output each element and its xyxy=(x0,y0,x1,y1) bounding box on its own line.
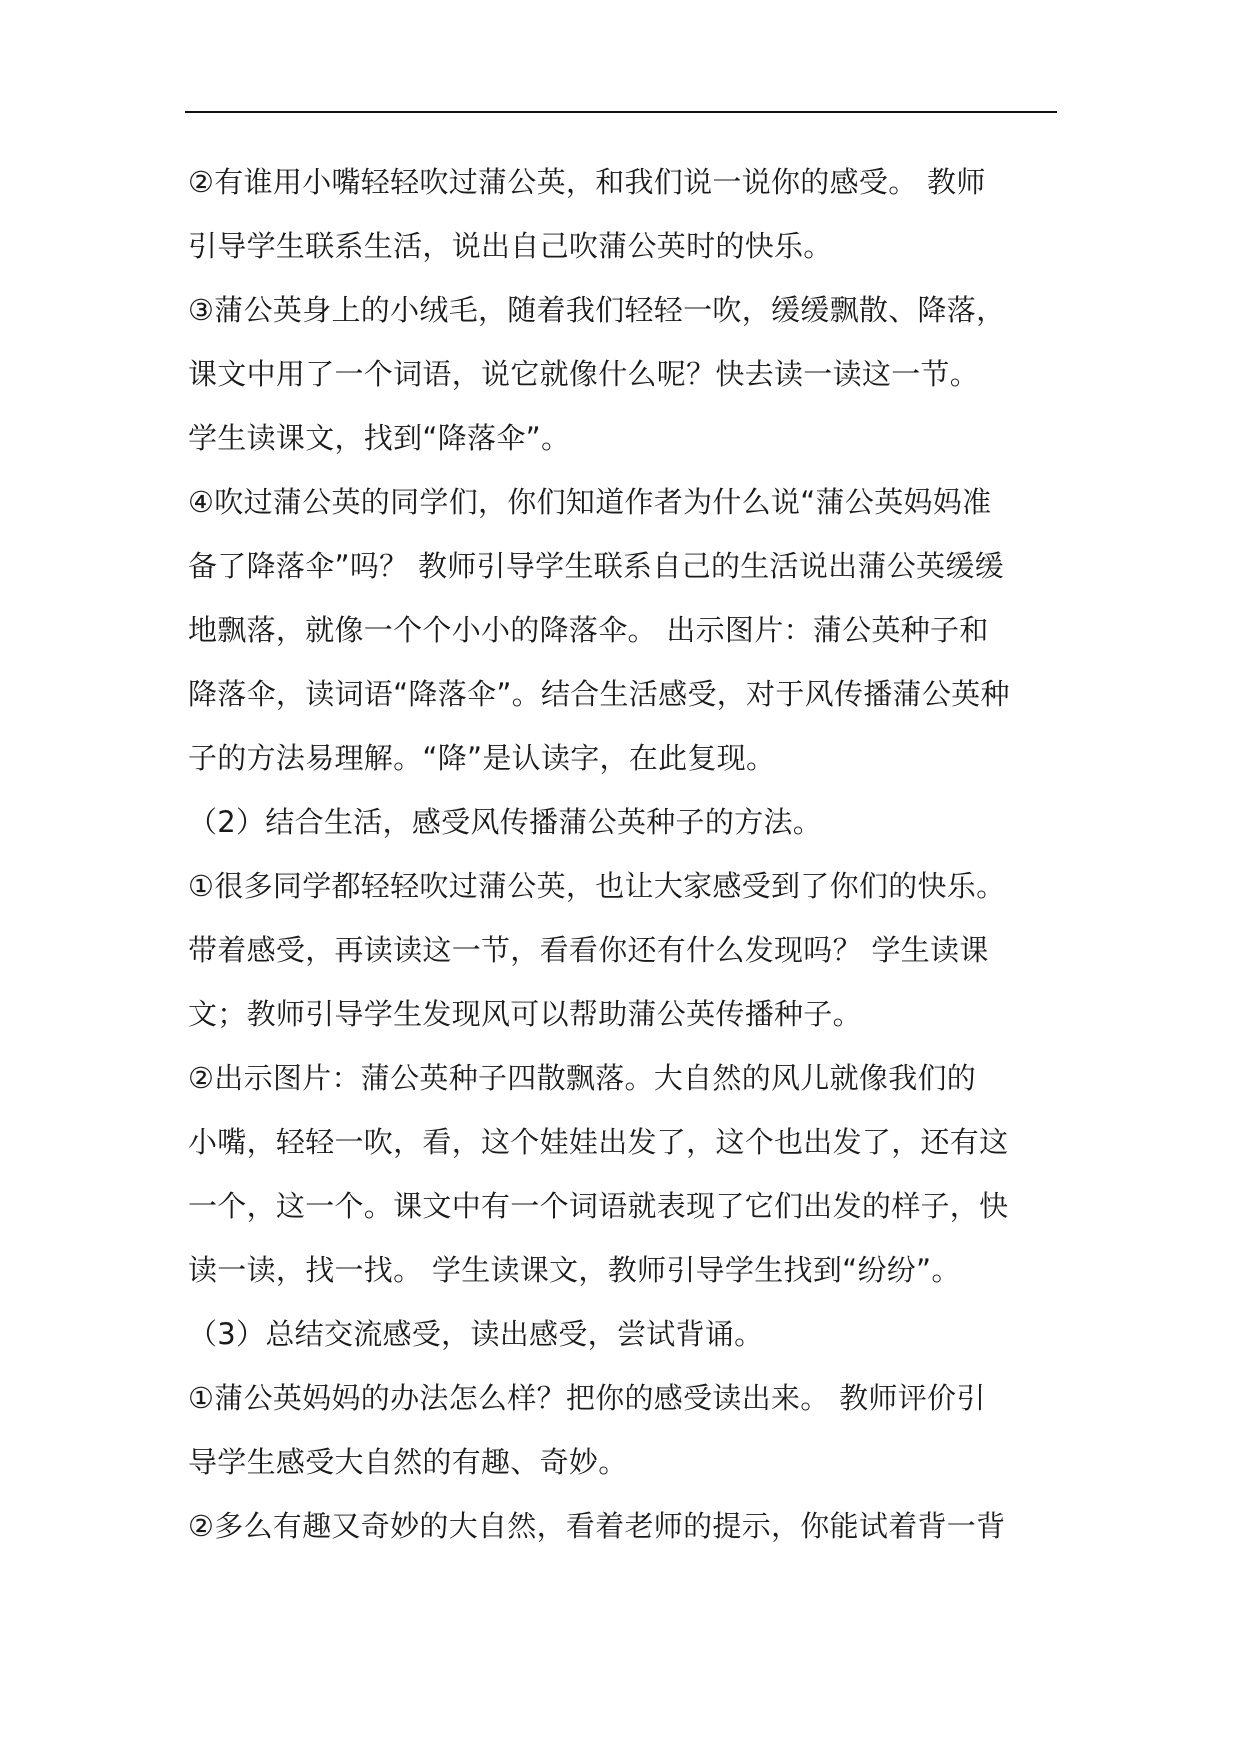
text-line: 读一读，找一找。 学生读课文，教师引导学生找到“纷纷”。 xyxy=(188,1253,961,1287)
text-line: 一个，这一个。课文中有一个词语就表现了它们出发的样子，快 xyxy=(188,1189,1009,1223)
text-line: ②有谁用小嘴轻轻吹过蒲公英，和我们说一说你的感受。 教师 xyxy=(188,165,986,199)
text-line: 文；教师引导学生发现风可以帮助蒲公英传播种子。 xyxy=(188,997,862,1031)
text-line: （2）结合生活，感受风传播蒲公英种子的方法。 xyxy=(188,805,823,839)
header-rule xyxy=(185,111,1057,113)
text-line: 引导学生联系生活，说出自己吹蒲公英时的快乐。 xyxy=(188,229,833,263)
text-line: 降落伞，读词语“降落伞”。结合生活感受，对于风传播蒲公英种 xyxy=(188,677,1010,711)
text-line: ②多么有趣又奇妙的大自然，看着老师的提示，你能试着背一背 xyxy=(188,1509,1006,1543)
text-line: 导学生感受大自然的有趣、奇妙。 xyxy=(188,1445,628,1479)
text-line: （3）总结交流感受，读出感受，尝试背诵。 xyxy=(188,1317,764,1351)
text-line: 学生读课文，找到“降落伞”。 xyxy=(188,421,571,455)
text-line: 小嘴，轻轻一吹，看，这个娃娃出发了，这个也出发了，还有这 xyxy=(188,1125,1009,1159)
text-line: 备了降落伞”吗？ 教师引导学生联系自己的生活说出蒲公英缓缓 xyxy=(188,549,1004,583)
document-body xyxy=(188,150,1060,1558)
text-line: ①很多同学都轻轻吹过蒲公英，也让大家感受到了你们的快乐。 xyxy=(188,869,1006,903)
text-line: 课文中用了一个词语，说它就像什么呢？快去读一读这一节。 xyxy=(188,357,980,391)
text-line: ②出示图片：蒲公英种子四散飘落。大自然的风儿就像我们的 xyxy=(188,1061,977,1095)
text-line: ③蒲公英身上的小绒毛，随着我们轻轻一吹，缓缓飘散、降落， xyxy=(188,293,1006,327)
text-line: 带着感受，再读读这一节，看看你还有什么发现吗？ 学生读课 xyxy=(188,933,989,967)
text-line: ①蒲公英妈妈的办法怎么样？把你的感受读出来。 教师评价引 xyxy=(188,1381,986,1415)
text-line: ④吹过蒲公英的同学们，你们知道作者为什么说“蒲公英妈妈准 xyxy=(188,485,992,519)
text-line: 子的方法易理解。“降”是认读字，在此复现。 xyxy=(188,741,776,775)
text-line: 地飘落，就像一个个小小的降落伞。 出示图片：蒲公英种子和 xyxy=(188,613,989,647)
